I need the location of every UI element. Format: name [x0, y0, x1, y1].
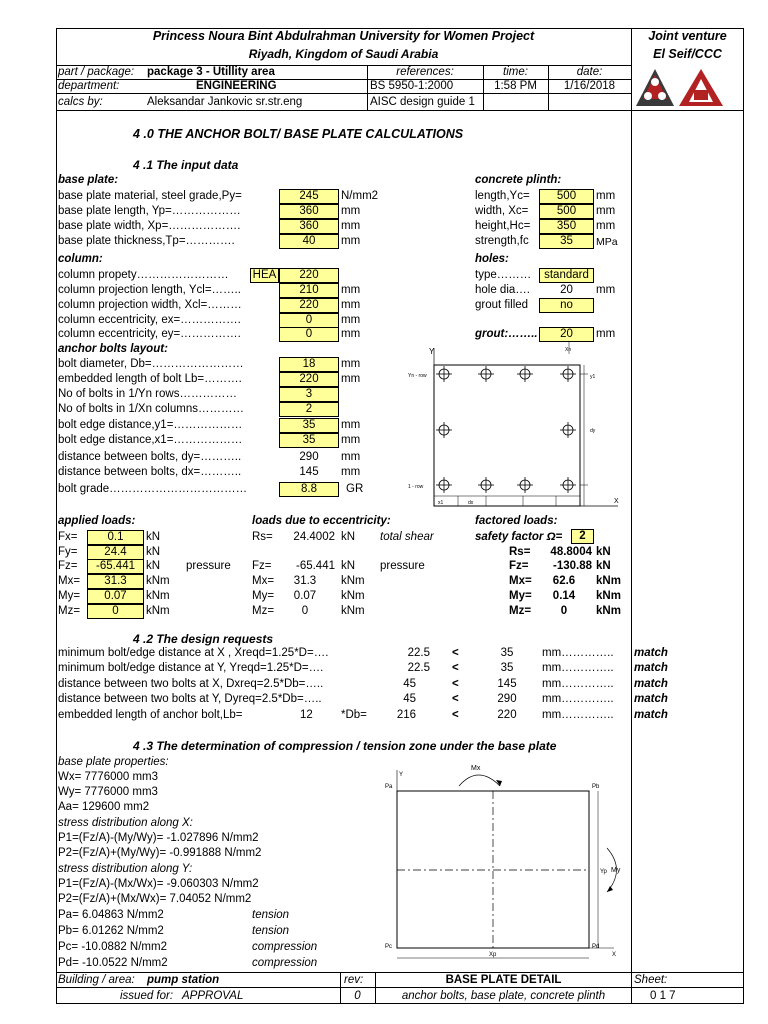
- column-ex-input[interactable]: 0: [279, 313, 339, 328]
- applied-fz-input[interactable]: -65.441: [87, 559, 144, 574]
- part-value: package 3 - Utillity area: [147, 66, 275, 78]
- concrete-unit: MPa: [596, 236, 618, 248]
- ecc-value: -65.441: [295, 560, 335, 572]
- applied-label: Fy=: [58, 546, 78, 558]
- dr-req: 22.5: [407, 662, 430, 674]
- applied-label: Mx=: [58, 575, 81, 587]
- section-title: 4 .0 THE ANCHOR BOLT/ BASE PLATE CALCULATIONS: [133, 127, 464, 141]
- column-heading: column:: [58, 253, 103, 265]
- dr-val: 35: [500, 662, 514, 674]
- diagram-y1-label: y1: [590, 374, 596, 380]
- dr-label: distance between two bolts at Y, Dyreq=2.5*Db=…..: [58, 693, 322, 705]
- concrete-label: width, Xc=: [475, 205, 529, 217]
- corner-pressure: Pd= -10.0522 N/mm2: [58, 957, 168, 969]
- column-propety-label: column propety……………………: [58, 269, 229, 281]
- bp-label: base plate thickness,Tp=………….: [58, 235, 235, 247]
- jv-line2: El Seif/CCC: [653, 47, 722, 61]
- diagram-xp-label: Xp: [489, 952, 497, 958]
- hole-type-input[interactable]: standard: [539, 268, 594, 283]
- dr-result: match: [634, 647, 668, 659]
- dr-emb-req: 216: [396, 709, 416, 721]
- part-label: part / package:: [58, 66, 135, 78]
- fac-label: Fz=: [509, 560, 529, 572]
- building-label: Building / area:: [58, 974, 135, 986]
- dr-val: 145: [497, 678, 517, 690]
- fac-unit: kNm: [596, 590, 621, 602]
- calcs-label: calcs by:: [58, 96, 103, 108]
- stress-y-heading: stress distribution along Y:: [58, 863, 193, 875]
- dr-emb-mult: 12: [300, 709, 313, 721]
- dr-val: 290: [497, 693, 517, 705]
- applied-unit: kNm: [146, 590, 170, 602]
- column-unit: mm: [341, 314, 361, 326]
- ab-xn-columns-input[interactable]: 2: [279, 402, 339, 417]
- jv-line1: Joint venture: [648, 29, 727, 43]
- ab-label: bolt diameter, Db=……………………: [58, 358, 244, 370]
- dr-unit: mm…………..: [542, 662, 614, 674]
- prop-line: Aa= 129600 mm2: [58, 801, 150, 813]
- stress-line: P1=(Fz/A)-(Mx/Wx)= -9.060303 N/mm2: [58, 878, 259, 890]
- safety-factor-label: safety factor Ω=: [475, 531, 563, 543]
- applied-mx-input[interactable]: 31.3: [87, 574, 144, 589]
- applied-label: Fx=: [58, 531, 78, 543]
- total-shear-label: total shear: [380, 531, 434, 543]
- diagram-x1-label: x1: [438, 500, 444, 506]
- prop-line: Wy= 7776000 mm3: [58, 786, 158, 798]
- ecc-value: 0: [301, 605, 309, 617]
- diagram-my-label: My: [611, 867, 621, 874]
- safety-factor-input[interactable]: 2: [571, 529, 594, 544]
- pressure-label: pressure: [380, 560, 425, 572]
- issued-value: APPROVAL: [182, 990, 244, 1002]
- corner-pressure: Pc= -10.0882 N/mm2: [58, 941, 167, 953]
- bolt-layout-diagram: [398, 342, 624, 512]
- issued-label: issued for:: [120, 990, 174, 1002]
- corner-pressure: Pb= 6.01262 N/mm2: [58, 925, 164, 937]
- dr-emb-val: 220: [497, 709, 517, 721]
- applied-unit: kNm: [146, 575, 170, 587]
- diagram-yp-label: Yp: [600, 869, 607, 875]
- concrete-height-input[interactable]: 350: [539, 219, 594, 234]
- anchor-bolts-heading: anchor bolts layout:: [58, 343, 168, 355]
- grout-thickness-input[interactable]: 20: [539, 327, 594, 342]
- concrete-unit: mm: [596, 190, 616, 202]
- eccentric-loads-heading: loads due to eccentricity:: [252, 515, 391, 527]
- applied-mz-input[interactable]: 0: [87, 604, 144, 619]
- fac-label: Rs=: [509, 546, 531, 558]
- dr-req: 22.5: [407, 647, 430, 659]
- dr-req: 45: [403, 678, 416, 690]
- ab-dy-value: 290: [299, 451, 319, 463]
- base-plate-heading: base plate:: [58, 174, 119, 186]
- reference-1: BS 5950-1:2000: [370, 80, 454, 92]
- diagram-x-axis-label: X: [612, 952, 617, 958]
- project-title: Princess Noura Bint Abdulrahman University for Women Project: [152, 29, 535, 43]
- diagram-dy-label: dy: [590, 428, 596, 434]
- ecc-unit: kNm: [341, 590, 365, 602]
- diagram-x-label: X: [614, 498, 619, 505]
- reference-2: AISC design guide 1: [370, 96, 475, 108]
- fac-value: 0: [560, 605, 568, 617]
- applied-unit: kN: [146, 560, 161, 572]
- ecc-value: 24.4002: [293, 531, 335, 543]
- sheet-value: 0 1 7: [650, 990, 676, 1002]
- column-xcl-input[interactable]: 220: [279, 298, 339, 313]
- diagram-xn-label: Xn: [565, 347, 572, 353]
- bp-label: base plate length, Yp=………………: [58, 205, 241, 217]
- rev-label: rev:: [344, 974, 364, 986]
- fac-label: Mx=: [509, 575, 532, 587]
- pressure-label: pressure: [186, 560, 231, 572]
- dr-label: distance between two bolts at X, Dxreq=2.5*Db=…..: [58, 678, 324, 690]
- ab-embedded-input[interactable]: 220: [279, 372, 339, 387]
- column-label: column eccentricity, ey=…………….: [58, 328, 241, 340]
- ab-label: distance between bolts, dy=………..: [58, 451, 242, 463]
- ecc-label: Fz=: [252, 560, 272, 572]
- date-label: date:: [576, 66, 603, 78]
- column-unit: mm: [341, 284, 361, 296]
- stress-x-heading: stress distribution along X:: [58, 817, 193, 829]
- ab-dx-value: 145: [299, 466, 319, 478]
- ecc-label: Rs=: [252, 531, 273, 543]
- applied-unit: kN: [146, 531, 161, 543]
- references-label: references:: [396, 66, 454, 78]
- dr-val: 35: [500, 647, 514, 659]
- bp-unit: mm: [341, 220, 361, 232]
- dr-emb-db: *Db=: [341, 709, 367, 721]
- column-label: column eccentricity, ex=…………….: [58, 314, 241, 326]
- calcs-value: Aleksandar Jankovic sr.str.eng: [147, 96, 303, 108]
- dr-result: match: [634, 662, 668, 674]
- factored-loads-heading: factored loads:: [475, 515, 558, 527]
- fac-unit: kN: [596, 546, 611, 558]
- bolt-grade-label: bolt grade………………………………: [58, 483, 248, 495]
- hole-dia-unit: mm: [596, 284, 616, 296]
- bp-label: base plate width, Xp=……………….: [58, 220, 241, 232]
- diagram-row1-label: 1 - row: [408, 484, 424, 490]
- dr-emb-unit: mm…………..: [542, 709, 614, 721]
- fac-unit: kN: [596, 560, 611, 572]
- applied-unit: kN: [146, 546, 161, 558]
- concrete-length-input[interactable]: 500: [539, 189, 594, 204]
- applied-label: Fz=: [58, 560, 78, 572]
- ab-unit: mm: [341, 358, 361, 370]
- ecc-unit: kNm: [341, 605, 365, 617]
- bp-unit: mm: [341, 205, 361, 217]
- dr-unit: mm…………..: [542, 693, 614, 705]
- column-ey-input[interactable]: 0: [279, 327, 339, 342]
- ecc-unit: kN: [341, 560, 356, 572]
- department-label: department:: [58, 80, 120, 92]
- ab-unit: mm: [341, 451, 361, 463]
- fac-unit: kNm: [596, 605, 621, 617]
- column-propety-value-input[interactable]: 220: [279, 268, 339, 283]
- stress-line: P1=(Fz/A)-(My/Wy)= -1.027896 N/mm2: [58, 832, 259, 844]
- drawing-subtitle: anchor bolts, base plate, concrete plinth: [401, 990, 606, 1002]
- diagram-pc-label: Pc: [385, 944, 393, 950]
- dr-emb-label: embedded length of anchor bolt,Lb=: [58, 709, 243, 721]
- stress-line: P2=(Fz/A)+(My/Wy)= -0.991888 N/mm2: [58, 847, 262, 859]
- bolt-grade-unit: GR: [346, 483, 364, 495]
- concrete-unit: mm: [596, 205, 616, 217]
- hole-type-label: type………: [475, 269, 532, 281]
- grout-unit: mm: [596, 328, 616, 340]
- ab-label: No of bolts in 1/Xn columns…………: [58, 403, 244, 415]
- sheet-label: Sheet:: [634, 974, 668, 986]
- ecc-label: My=: [252, 590, 275, 602]
- concrete-label: height,Hc=: [475, 220, 531, 232]
- date-value: 1/16/2018: [563, 80, 616, 92]
- dr-unit: mm…………..: [542, 647, 614, 659]
- dr-op: <: [452, 662, 459, 674]
- applied-label: My=: [58, 590, 81, 602]
- drawing-title: BASE PLATE DETAIL: [445, 974, 562, 986]
- fac-value: 48.8004: [550, 546, 592, 558]
- ecc-value: 0.07: [293, 590, 317, 602]
- ab-label: embedded length of bolt Lb=……….: [58, 373, 242, 385]
- fac-label: My=: [509, 590, 532, 602]
- column-unit: mm: [341, 299, 361, 311]
- diagram-pd-label: Pd: [592, 944, 600, 950]
- prop-line: Wx= 7776000 mm3: [58, 771, 159, 783]
- time-value: 1:58 PM: [494, 80, 537, 92]
- applied-fy-input[interactable]: 24.4: [87, 545, 144, 560]
- department-value: ENGINEERING: [196, 80, 277, 92]
- time-label: time:: [503, 66, 528, 78]
- ab-diameter-input[interactable]: 18: [279, 357, 339, 372]
- grout-filled-input[interactable]: no: [539, 298, 594, 313]
- corner-zone: tension: [252, 925, 290, 937]
- bp-label: base plate material, steel grade,Py=: [58, 190, 242, 202]
- aseif-logo-icon: [679, 69, 723, 106]
- dr-req: 45: [403, 693, 416, 705]
- corner-zone: tension: [252, 909, 290, 921]
- applied-fx-input[interactable]: 0.1: [87, 530, 144, 545]
- dr-label: minimum bolt/edge distance at X , Xreqd=1.25*D=….: [58, 647, 329, 659]
- bolt-icon: [436, 366, 576, 493]
- diagram-pa-label: Pa: [385, 784, 393, 790]
- bp-thickness-input[interactable]: 40: [279, 234, 339, 249]
- column-propety-type-input[interactable]: HEA: [250, 268, 279, 283]
- applied-my-input[interactable]: 0.07: [87, 589, 144, 604]
- concrete-strength-input[interactable]: 35: [539, 234, 594, 249]
- concrete-label: length,Yc=: [475, 190, 530, 202]
- ab-label: bolt edge distance,x1=………………: [58, 434, 243, 446]
- diagram-y-label: Y: [429, 347, 435, 356]
- design-requests-title: 4 .2 The design requests: [133, 632, 274, 646]
- dr-result: match: [634, 678, 668, 690]
- ab-edge-x1-input[interactable]: 35: [279, 433, 339, 448]
- bp-length-input[interactable]: 360: [279, 204, 339, 219]
- pressure-diagram: [382, 758, 627, 970]
- ecc-label: Mz=: [252, 605, 275, 617]
- column-unit: mm: [341, 328, 361, 340]
- corner-pressure: Pa= 6.04863 N/mm2: [58, 909, 164, 921]
- grout-filled-label: grout filled: [475, 299, 529, 311]
- dr-unit: mm…………..: [542, 678, 614, 690]
- ecc-unit: kN: [341, 531, 356, 543]
- props-heading: base plate properties:: [58, 756, 169, 768]
- section-4-1-title: 4 .1 The input data: [133, 158, 239, 172]
- bolt-grade-input[interactable]: 8.8: [279, 482, 339, 497]
- ab-unit: mm: [341, 466, 361, 478]
- ab-unit: mm: [341, 373, 361, 385]
- ecc-value: 31.3: [293, 575, 317, 587]
- applied-unit: kNm: [146, 605, 170, 617]
- corner-zone: compression: [252, 941, 318, 953]
- ab-unit: mm: [341, 434, 361, 446]
- dr-label: minimum bolt/edge distance at Y, Yreqd=1.25*D=….: [58, 662, 324, 674]
- ecc-unit: kNm: [341, 575, 365, 587]
- company-logos: [633, 66, 743, 110]
- project-location: Riyadh, Kingdom of Saudi Arabia: [248, 47, 439, 61]
- fac-label: Mz=: [509, 605, 532, 617]
- concrete-label: strength,fc: [475, 235, 529, 247]
- mx-arrow-icon: [459, 775, 500, 786]
- diagram-yn-label: Yn - row: [408, 373, 427, 379]
- fac-unit: kNm: [596, 575, 621, 587]
- ab-unit: mm: [341, 419, 361, 431]
- dr-result: match: [634, 693, 668, 705]
- applied-loads-heading: applied loads:: [58, 515, 136, 527]
- column-label: column projection width, Xcl=………: [58, 299, 242, 311]
- rev-value: 0: [354, 990, 361, 1002]
- concrete-unit: mm: [596, 220, 616, 232]
- ecc-label: Mx=: [252, 575, 275, 587]
- hole-dia-value: 20: [560, 284, 573, 296]
- hole-dia-label: hole dia….: [475, 284, 530, 296]
- dr-emb-result: match: [634, 709, 668, 721]
- fac-value: -130.88: [552, 560, 592, 572]
- dr-op: <: [452, 693, 459, 705]
- column-label: column projection length, Ycl=……..: [58, 284, 241, 296]
- applied-label: Mz=: [58, 605, 81, 617]
- fac-value: 62.6: [552, 575, 576, 587]
- holes-heading: holes:: [475, 253, 509, 265]
- ab-label: bolt edge distance,y1=………………: [58, 419, 243, 431]
- ab-label: No of bolts in 1/Yn rows……………: [58, 388, 237, 400]
- dr-op: <: [452, 647, 459, 659]
- concrete-width-input[interactable]: 500: [539, 204, 594, 219]
- ab-edge-y1-input[interactable]: 35: [279, 418, 339, 433]
- corner-zone: compression: [252, 957, 318, 969]
- grout-label: grout:……..: [475, 328, 538, 340]
- column-ycl-input[interactable]: 210: [279, 283, 339, 298]
- bp-unit: mm: [341, 235, 361, 247]
- diagram-pb-label: Pb: [592, 784, 600, 790]
- diagram-dx-label: dx: [468, 500, 474, 506]
- diagram-mx-label: Mx: [471, 765, 481, 772]
- ab-label: distance between bolts, dx=………..: [58, 466, 242, 478]
- dr-emb-op: <: [452, 709, 459, 721]
- stress-line: P2=(Fz/A)+(Mx/Wx)= 7.04052 N/mm2: [58, 893, 252, 905]
- compression-title: 4 .3 The determination of compression / tension zone under the base plate: [133, 739, 557, 753]
- diagram-y-axis-label: Y: [399, 772, 404, 778]
- bp-steel-grade-input[interactable]: 245: [279, 189, 339, 204]
- building-value: pump station: [147, 974, 220, 986]
- fac-value: 0.14: [552, 590, 576, 602]
- ccc-logo-icon: [636, 69, 674, 106]
- dr-op: <: [452, 678, 459, 690]
- ab-yn-rows-input[interactable]: 3: [279, 387, 339, 402]
- bp-width-input[interactable]: 360: [279, 219, 339, 234]
- bp-unit: N/mm2: [341, 190, 379, 202]
- concrete-heading: concrete plinth:: [475, 174, 562, 186]
